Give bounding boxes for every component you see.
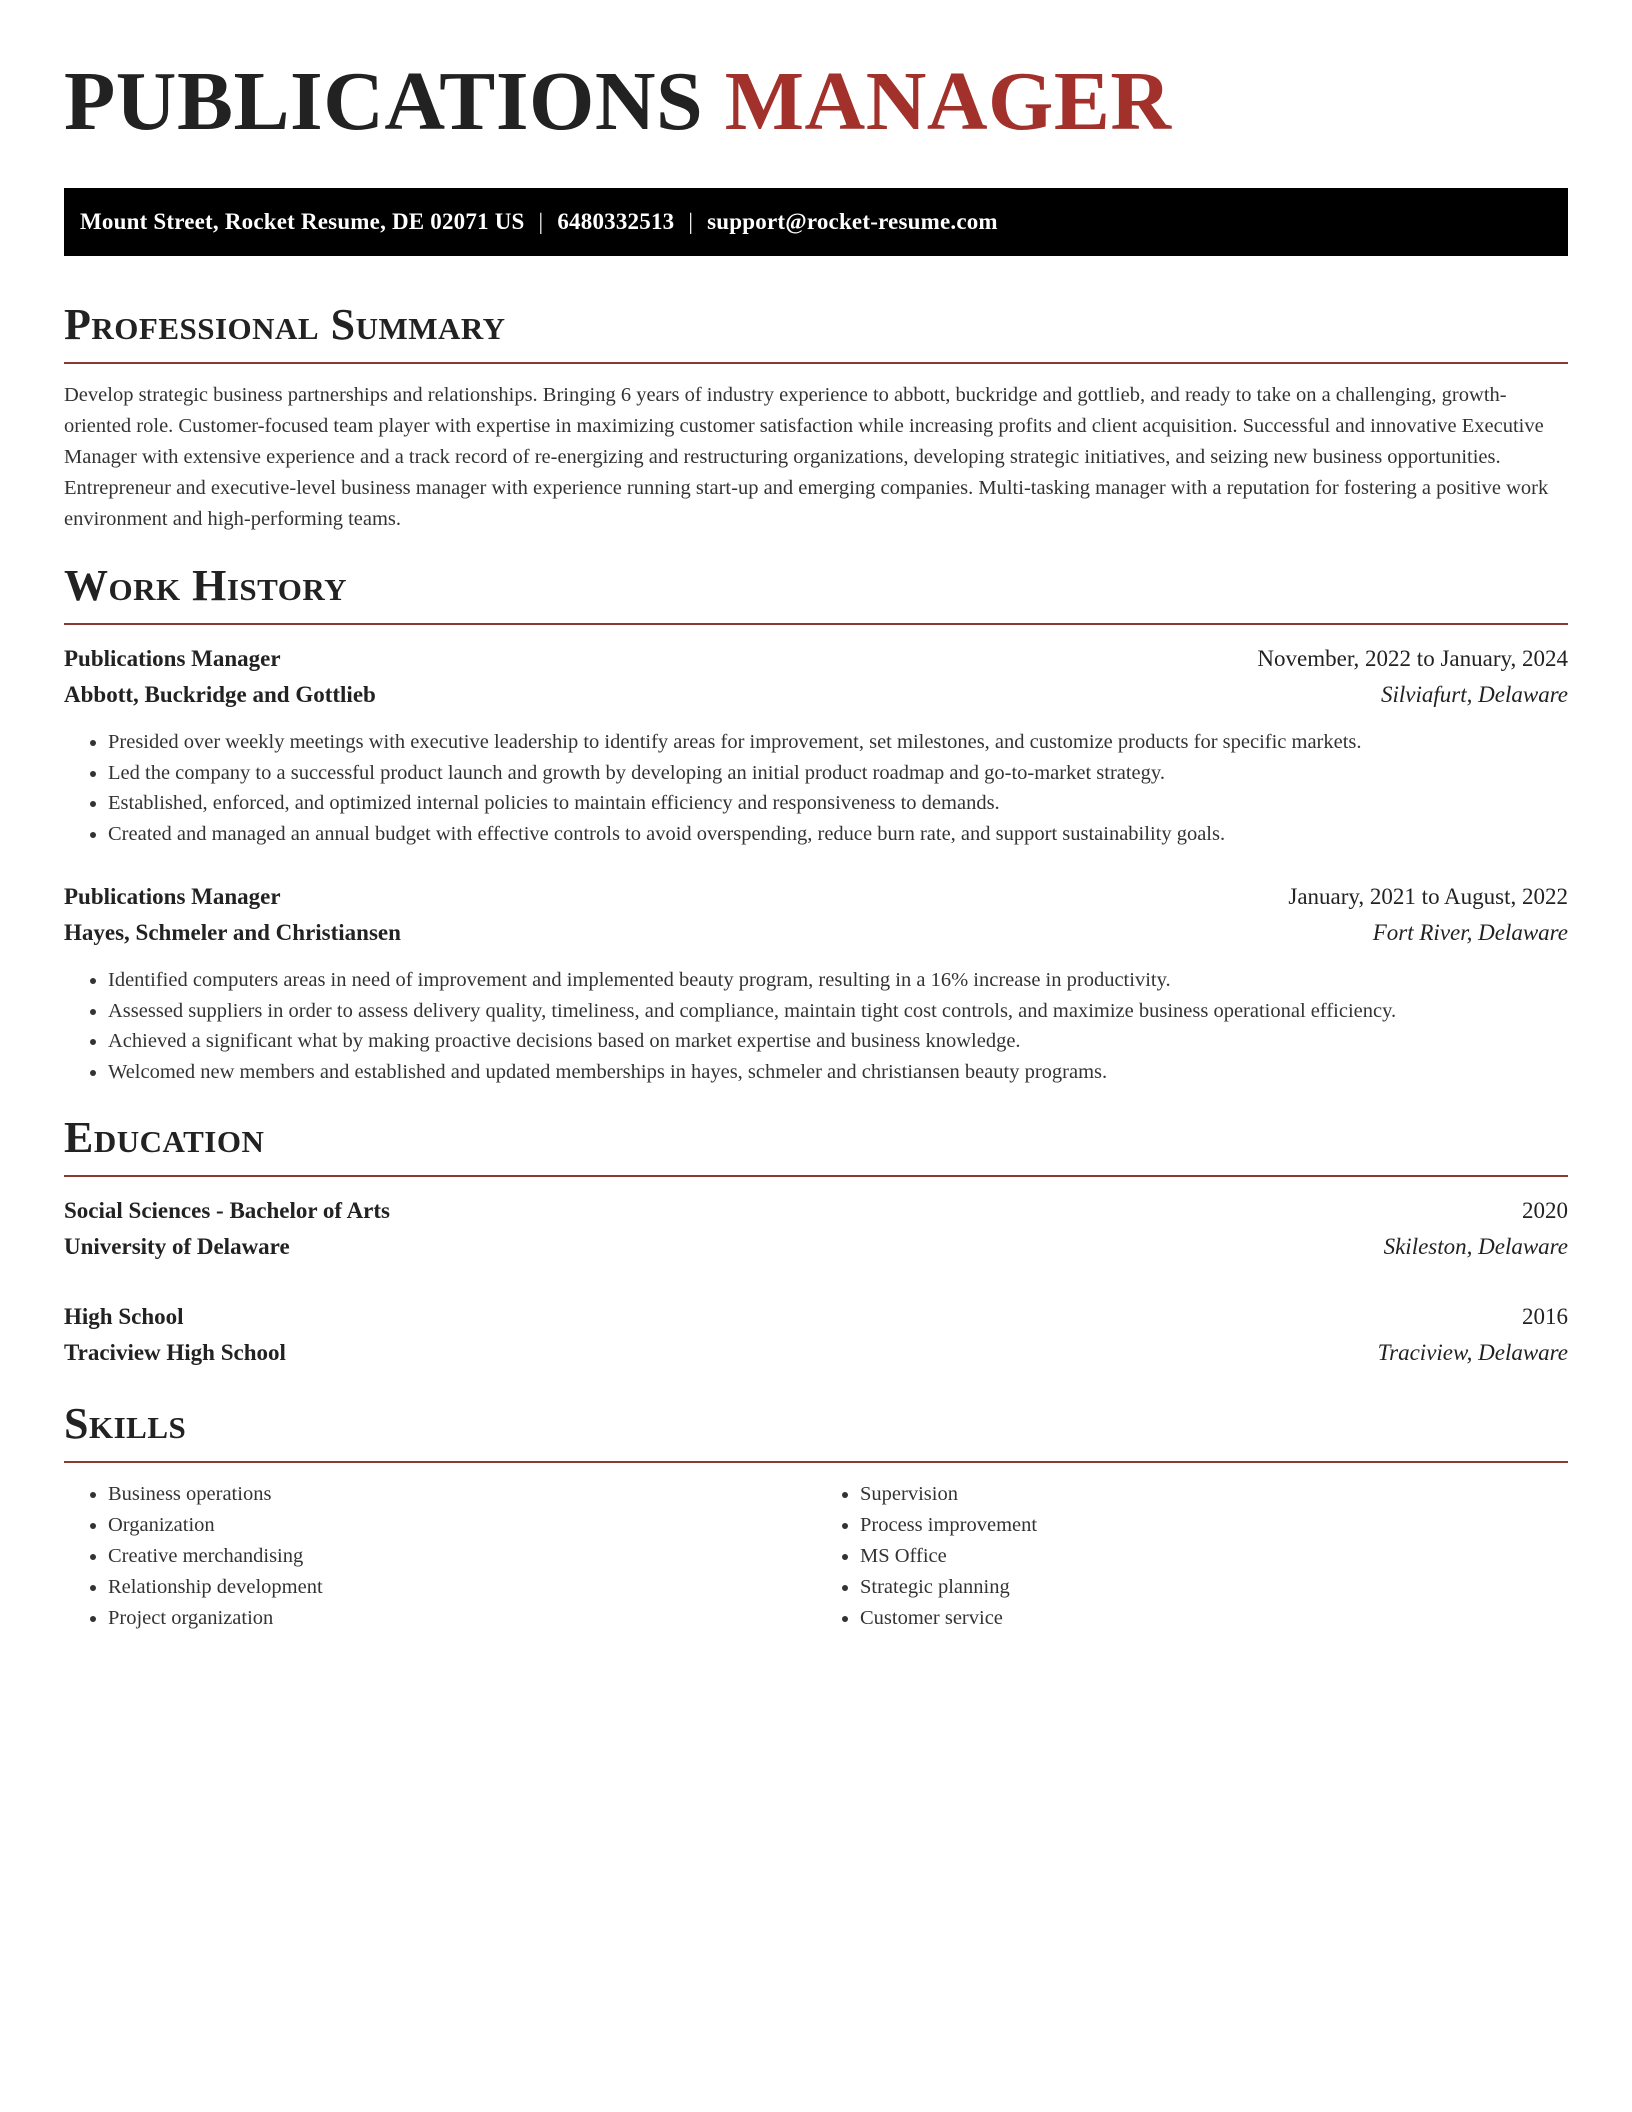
job-bullet: • Led the company to a successful product launch and growth by developing an initial product roadmap and go-to-market strategy.	[108, 758, 1568, 789]
skills-list-right	[816, 1479, 1568, 1634]
job-location: Fort River, Delaware	[1372, 920, 1568, 945]
name-accent: MANAGER	[724, 55, 1172, 148]
job-header-row	[64, 641, 1568, 677]
job-position: Publications Manager	[64, 884, 281, 909]
job-company: Hayes, Schmeler and Christiansen	[64, 920, 401, 945]
work-section	[64, 561, 1568, 1087]
job-entry	[64, 879, 1568, 1087]
skill-item: • Strategic planning	[860, 1572, 1568, 1603]
education-location: Skileston, Delaware	[1383, 1234, 1568, 1259]
job-location: Silviafurt, Delaware	[1381, 682, 1568, 707]
education-school: Traciview High School	[64, 1340, 286, 1365]
education-section	[64, 1113, 1568, 1371]
education-degree-row	[64, 1299, 1568, 1335]
job-bullets	[64, 727, 1568, 849]
section-title-summary: Professional Summary	[64, 300, 506, 349]
job-dates: November, 2022 to January, 2024	[1257, 646, 1568, 671]
skill-item: • Process improvement	[860, 1510, 1568, 1541]
contact-separator: |	[538, 209, 544, 234]
job-header-row	[64, 879, 1568, 915]
job-entry	[64, 641, 1568, 849]
summary-text: Develop strategic business partnerships and relationships. Bringing 6 years of industry experience to abbott, buckridge and gottlieb, and ready to take on a challenging, growth-oriented role. Customer-focused team player with expertise in maximizing customer satisfaction while increasing profits and client acquisition. Successful and innovative Executive Manager with extensive experience and a track record of re-energizing and restructuring organizations, developing strategic initiatives, and seizing new business opportunities. Entrepreneur and executive-level business manager with experience running start-up and emerging companies. Multi-tasking manager with a reputation for fostering a positive work environment and high-performing teams.	[64, 384, 1549, 530]
education-school-row	[64, 1229, 1568, 1265]
education-location: Traciview, Delaware	[1377, 1340, 1568, 1365]
job-bullet: • Created and managed an annual budget with effective controls to avoid overspending, reduce burn rate, and support sustainability goals.	[108, 819, 1568, 850]
contact-email: support@rocket-resume.com	[707, 209, 998, 234]
skill-item: • Relationship development	[108, 1572, 816, 1603]
job-bullet: • Welcomed new members and established and updated memberships in hayes, schmeler and christiansen beauty programs.	[108, 1057, 1568, 1088]
skill-item: • Creative merchandising	[108, 1541, 816, 1572]
contact-address: Mount Street, Rocket Resume, DE 02071 US	[80, 209, 525, 234]
skill-item: • Customer service	[860, 1603, 1568, 1634]
skills-columns	[64, 1479, 1568, 1634]
job-bullet: • Achieved a significant what by making proactive decisions based on market expertise and business knowledge.	[108, 1026, 1568, 1057]
education-school: University of Delaware	[64, 1234, 290, 1259]
section-title-work: Work History	[64, 561, 348, 610]
education-school-row	[64, 1335, 1568, 1371]
job-position: Publications Manager	[64, 646, 281, 671]
job-company-row	[64, 915, 1568, 951]
skill-item: • MS Office	[860, 1541, 1568, 1572]
job-bullet: • Identified computers areas in need of improvement and implemented beauty program, resulting in a 16% increase in productivity.	[108, 965, 1568, 996]
section-divider	[64, 1175, 1568, 1177]
education-entry	[64, 1299, 1568, 1371]
skills-list-left	[64, 1479, 816, 1634]
job-dates: January, 2021 to August, 2022	[1288, 884, 1568, 909]
education-degree-row	[64, 1193, 1568, 1229]
resume-name	[64, 56, 1568, 148]
skills-section	[64, 1399, 1568, 1634]
skill-item: • Project organization	[108, 1603, 816, 1634]
education-degree: Social Sciences - Bachelor of Arts	[64, 1198, 390, 1223]
job-bullet: • Established, enforced, and optimized internal policies to maintain efficiency and responsiveness to demands.	[108, 788, 1568, 819]
section-divider	[64, 1461, 1568, 1463]
section-divider	[64, 623, 1568, 625]
section-title-education: Education	[64, 1113, 265, 1162]
job-company: Abbott, Buckridge and Gottlieb	[64, 682, 376, 707]
job-bullet: • Assessed suppliers in order to assess delivery quality, timeliness, and compliance, maintain tight cost controls, and maximize business operational efficiency.	[108, 996, 1568, 1027]
education-degree: High School	[64, 1304, 184, 1329]
section-divider	[64, 362, 1568, 364]
education-year: 2020	[1522, 1198, 1568, 1223]
job-company-row	[64, 677, 1568, 713]
skill-item: • Supervision	[860, 1479, 1568, 1510]
job-bullet: • Presided over weekly meetings with executive leadership to identify areas for improvement, set milestones, and customize products for specific markets.	[108, 727, 1568, 758]
summary-section	[64, 300, 1568, 535]
section-title-skills: Skills	[64, 1399, 187, 1448]
contact-bar	[64, 188, 1568, 256]
education-year: 2016	[1522, 1304, 1568, 1329]
education-entry	[64, 1193, 1568, 1265]
name-title: PUBLICATIONS	[64, 55, 704, 148]
job-bullets	[64, 965, 1568, 1087]
skill-item: • Organization	[108, 1510, 816, 1541]
contact-phone: 6480332513	[557, 209, 675, 234]
contact-separator: |	[688, 209, 694, 234]
skill-item: • Business operations	[108, 1479, 816, 1510]
